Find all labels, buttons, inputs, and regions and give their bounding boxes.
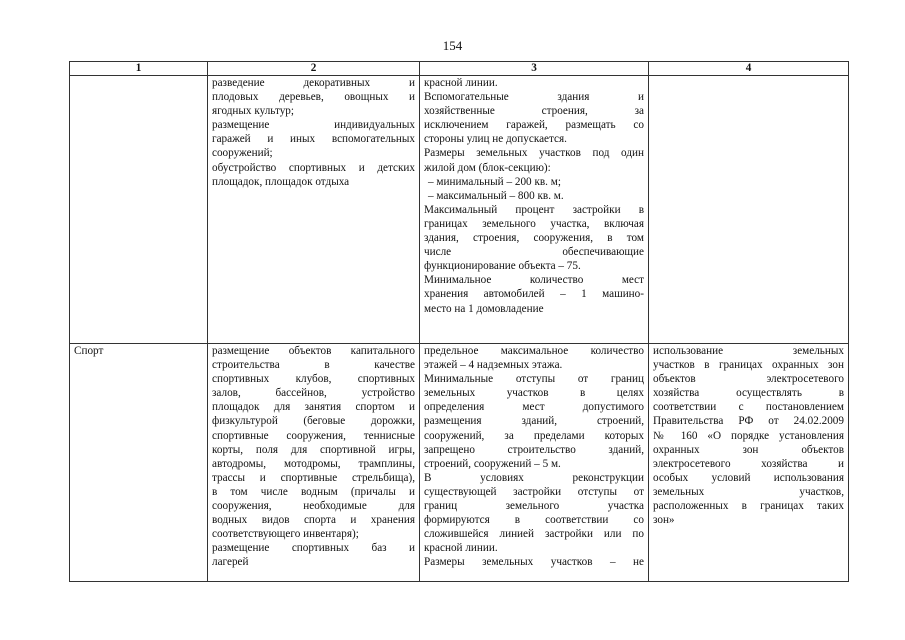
cell-text-line: лагерей — [212, 556, 249, 569]
cell-text-line: Вспомогательные здания и — [424, 91, 644, 104]
cell-text-line: Размеры земельных участков – не — [424, 556, 644, 569]
cell-text-line: использование земельных — [653, 345, 844, 357]
cell-text-line: хозяйства осуществлять в — [653, 387, 844, 400]
cell-text-line: существующей застройки отступы от — [424, 485, 644, 498]
cell-text-line: место на 1 домовладение — [424, 302, 544, 315]
cell-text-line: этажей – 4 надземных этажа. — [424, 359, 563, 372]
column-header-4: 4 — [649, 62, 849, 76]
zone-name-cell — [70, 76, 208, 344]
permitted-use-cell — [208, 344, 420, 582]
cell-text-line: стороны улиц не допускается. — [424, 133, 567, 146]
cell-text-line: исключением гаражей, размещать со — [424, 119, 644, 132]
cell-text-line: красной линии. — [424, 542, 498, 555]
cell-text-line: Максимальный процент застройки в — [424, 203, 644, 216]
page-number: 154 — [442, 38, 463, 53]
cell-text-line: сложившейся линией застройки или по — [424, 528, 644, 541]
table-row — [70, 76, 849, 344]
cell-text-line: зон» — [653, 514, 675, 527]
cell-text-line: В условиях реконструкции — [424, 471, 644, 484]
cell-text-line: жилой дом (блок-секцию): — [424, 161, 551, 174]
parameters-cell — [420, 344, 649, 582]
cell-text-line: гаражей и иных вспомогательных — [212, 133, 415, 146]
cell-text-line: сооружения, необходимые для — [212, 500, 415, 513]
cell-text-line: строений, сооружений – 5 м. — [424, 457, 561, 470]
cell-text-line: площадок, площадок отдыха — [212, 175, 350, 188]
cell-text-line: водных видов спорта и хранения — [212, 514, 415, 527]
cell-text-line: электросетевого хозяйства и — [653, 457, 844, 470]
cell-text-line: хранения автомобилей – 1 машино- — [424, 288, 644, 301]
cell-text-line: соответствующего инвентаря); — [212, 528, 359, 541]
cell-text-line: размещения зданий, строений, — [424, 415, 644, 428]
cell-text-line: Минимальное количество мест — [424, 274, 644, 287]
cell-text-line: Минимальные отступы от границ — [424, 373, 644, 386]
cell-text-line: размещение спортивных баз и — [212, 542, 415, 555]
cell-text-line: в том числе водным (причалы и — [212, 485, 415, 498]
cell-text-line: размещение индивидуальных — [212, 119, 415, 132]
cell-text-line: формируются в соответствии со — [424, 514, 644, 527]
cell-text-line: Спорт — [74, 345, 104, 357]
cell-text-line: хозяйственные строения, за — [424, 105, 644, 118]
column-header-3: 3 — [420, 62, 649, 76]
cell-text-line: красной линии. — [424, 77, 498, 89]
cell-text-line: Правительства РФ от 24.02.2009 — [653, 415, 844, 428]
cell-text-line: площадок для занятия спортом и — [212, 401, 415, 414]
cell-text-line: сооружений, за пределами которых — [424, 429, 644, 442]
cell-text-line: расположенных в границах таких — [653, 500, 844, 513]
cell-text-line: трассы и спортивные стрельбища), — [212, 471, 415, 484]
cell-text-line: земельных участков, — [653, 485, 844, 498]
cell-text-line: Размеры земельных участков под один — [424, 147, 644, 160]
table-header-row — [70, 62, 849, 76]
restrictions-cell — [649, 344, 849, 582]
cell-text-line: размещение объектов капитального — [212, 345, 415, 357]
cell-text-line: разведение декоративных и — [212, 77, 415, 89]
cell-text-line: функционирование объекта – 75. — [424, 260, 581, 273]
cell-text-line: спортивных клубов, спортивных — [212, 373, 415, 386]
cell-text-line: определения мест допустимого — [424, 401, 644, 414]
cell-text-line: залов, бассейнов, устройство — [212, 387, 415, 400]
cell-text-line: плодовых деревьев, овощных и — [212, 91, 415, 104]
cell-text-line: особых условий использования — [653, 471, 844, 484]
zone-name-cell — [70, 344, 208, 582]
cell-text-line: границ земельного участка — [424, 500, 644, 513]
permitted-use-cell — [208, 76, 420, 344]
cell-text-line: автодромы, мотодромы, трамплины, — [212, 457, 415, 470]
restrictions-cell — [649, 76, 849, 344]
cell-text-line: обустройство спортивных и детских — [212, 161, 415, 174]
cell-text-line: сооружений; — [212, 147, 273, 160]
cell-text-line: ягодных культур; — [212, 105, 294, 118]
cell-text-line: земельных участков в целях — [424, 387, 644, 400]
cell-text-line: числе обеспечивающие — [424, 246, 644, 259]
cell-text-line: – минимальный – 200 кв. м; — [428, 175, 561, 188]
cell-text-line: № 160 «О порядке установления — [653, 429, 844, 442]
cell-text-line: границах земельного участка, включая — [424, 217, 644, 230]
cell-text-line: здания, строения, сооружения, в том — [424, 232, 644, 245]
column-header-2: 2 — [208, 62, 420, 76]
table-row — [70, 344, 849, 582]
cell-text-line: соответствии с постановлением — [653, 401, 844, 414]
cell-text-line: охранных зон объектов — [653, 443, 844, 456]
regulations-table — [69, 61, 849, 582]
cell-text-line: запрещено строительство зданий, — [424, 443, 644, 456]
cell-text-line: участков в границах охранных зон — [653, 359, 844, 372]
cell-text-line: – максимальный – 800 кв. м. — [428, 189, 564, 202]
parameters-cell — [420, 76, 649, 344]
cell-text-line: строительства в качестве — [212, 359, 415, 372]
cell-text-line: корты, поля для спортивной игры, — [212, 443, 415, 456]
cell-text-line: спортивные сооружения, теннисные — [212, 429, 415, 442]
cell-text-line: физкультурой (беговые дорожки, — [212, 415, 415, 428]
column-header-1: 1 — [70, 62, 208, 76]
cell-text-line: предельное максимальное количество — [424, 345, 644, 357]
cell-text-line: объектов электросетевого — [653, 373, 844, 386]
